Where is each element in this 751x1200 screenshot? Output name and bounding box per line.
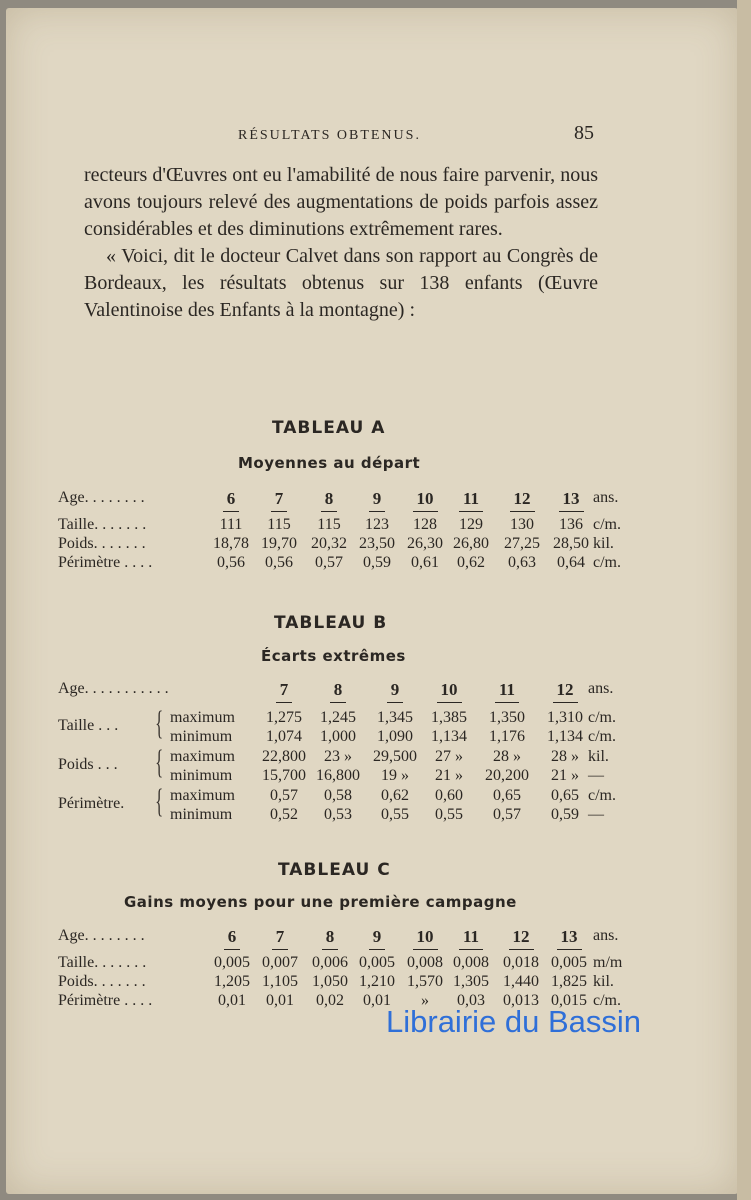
tableB-age-header bbox=[535, 680, 595, 703]
tableA-cell: 0,64 bbox=[557, 554, 585, 571]
table-b-title: TABLEAU B bbox=[274, 613, 388, 633]
tableA-age-value: 10 bbox=[413, 489, 438, 512]
tableB-row-kind: minimum bbox=[170, 806, 233, 823]
tableC-age-row bbox=[58, 927, 658, 947]
tableC-cell: 0,008 bbox=[453, 954, 489, 971]
tableC-row-label: Poids. . . . . . . bbox=[58, 973, 146, 990]
tableA-cell: 0,59 bbox=[363, 554, 391, 571]
tableC-cell: 0,013 bbox=[503, 992, 539, 1009]
tableB-group-name: Taille . . . bbox=[58, 717, 119, 734]
tableB-row-kind: minimum bbox=[170, 767, 233, 784]
tableA-age-value: 9 bbox=[369, 489, 386, 512]
tableC-age-header bbox=[252, 927, 308, 950]
tableC-age-header bbox=[541, 927, 597, 950]
tableB-row-kind: maximum bbox=[170, 748, 235, 765]
tableB-cell: 0,62 bbox=[381, 787, 409, 804]
tableA-cell: 130 bbox=[510, 516, 534, 533]
tableC-cell: 1,305 bbox=[453, 973, 489, 990]
tableB-group-name: Poids . . . bbox=[58, 756, 118, 773]
tableB-cell: 1,074 bbox=[266, 728, 302, 745]
brace-icon: { bbox=[155, 705, 164, 742]
tableB-row bbox=[58, 748, 658, 768]
tableA-row-unit: kil. bbox=[593, 535, 614, 552]
tableC-cell: 1,825 bbox=[551, 973, 587, 990]
paragraph-1: recteurs d'Œuvres ont eu l'amabilité de nous faire parvenir, nous avons toujours relevé des augmentations de poids parfois assez considérables et des diminutions extrêmement rares. bbox=[84, 164, 598, 240]
tableB-age-header bbox=[254, 680, 314, 703]
table-c-subtitle: Gains moyens pour une première campagne bbox=[124, 893, 517, 911]
tableA-age-value: 11 bbox=[459, 489, 483, 512]
tableC-cell: 0,005 bbox=[214, 954, 250, 971]
page-number: 85 bbox=[574, 122, 594, 144]
tableB-cell: 1,134 bbox=[547, 728, 583, 745]
tableA-cell: 20,32 bbox=[311, 535, 347, 552]
tableB-age-header bbox=[365, 680, 425, 703]
tableC-cell: 1,570 bbox=[407, 973, 443, 990]
tableA-cell: 0,62 bbox=[457, 554, 485, 571]
tableA-cell: 123 bbox=[365, 516, 389, 533]
tableA-cell: 18,78 bbox=[213, 535, 249, 552]
tableC-cell: 1,210 bbox=[359, 973, 395, 990]
tableC-cell: » bbox=[421, 992, 429, 1009]
tableA-age-value: 12 bbox=[510, 489, 535, 512]
tableA-cell: 136 bbox=[559, 516, 583, 533]
tableB-cell: 1,275 bbox=[266, 709, 302, 726]
tableC-cell: 1,105 bbox=[262, 973, 298, 990]
tableC-cell: 0,01 bbox=[218, 992, 246, 1009]
tableA-age-unit: ans. bbox=[593, 489, 619, 506]
tableA-cell: 23,50 bbox=[359, 535, 395, 552]
tableB-cell: 0,55 bbox=[381, 806, 409, 823]
tableB-cell: 1,350 bbox=[489, 709, 525, 726]
tableA-cell: 0,63 bbox=[508, 554, 536, 571]
tableB-row-unit: kil. bbox=[588, 748, 609, 765]
tableC-row-unit: c/m. bbox=[593, 992, 621, 1009]
tableC-cell: 0,02 bbox=[316, 992, 344, 1009]
tableB-cell: 0,53 bbox=[324, 806, 352, 823]
tableB-age-value: 11 bbox=[495, 680, 519, 703]
tableA-cell: 0,61 bbox=[411, 554, 439, 571]
tableA-row-unit: c/m. bbox=[593, 516, 621, 533]
tableC-age-header bbox=[443, 927, 499, 950]
tableA-cell: 0,57 bbox=[315, 554, 343, 571]
tableA-age-value: 8 bbox=[321, 489, 338, 512]
tableC-cell: 0,015 bbox=[551, 992, 587, 1009]
paragraph-2: « Voici, dit le docteur Calvet dans son rapport au Congrès de Bordeaux, les résultats obtenus sur 138 enfants (Œuvre Valentinoise des Enfants à la montagne) : bbox=[84, 245, 598, 321]
table-a-subtitle: Moyennes au départ bbox=[238, 454, 421, 472]
tableB-age-value: 8 bbox=[330, 680, 347, 703]
body-text bbox=[84, 162, 598, 324]
tableC-cell: 1,050 bbox=[312, 973, 348, 990]
tableC-cell: 0,018 bbox=[503, 954, 539, 971]
tableC-cell: 0,005 bbox=[551, 954, 587, 971]
tableB-cell: 1,090 bbox=[377, 728, 413, 745]
tableA-cell: 27,25 bbox=[504, 535, 540, 552]
tableB-cell: 0,65 bbox=[493, 787, 521, 804]
brace-icon: { bbox=[155, 783, 164, 820]
tableB-age-value: 7 bbox=[276, 680, 293, 703]
tableA-row bbox=[58, 535, 658, 555]
watermark-text: Librairie du Bassin bbox=[386, 1004, 642, 1039]
tableC-cell: 0,03 bbox=[457, 992, 485, 1009]
tableC-cell: 0,01 bbox=[363, 992, 391, 1009]
tableA-row-unit: c/m. bbox=[593, 554, 621, 571]
tableB-cell: 0,59 bbox=[551, 806, 579, 823]
tableA-age-value: 13 bbox=[559, 489, 584, 512]
tableB-cell: 28 » bbox=[551, 748, 579, 765]
tableC-age-value: 13 bbox=[557, 927, 582, 950]
tableB-cell: 29,500 bbox=[373, 748, 417, 765]
tableC-cell: 0,008 bbox=[407, 954, 443, 971]
tableC-cell: 0,006 bbox=[312, 954, 348, 971]
tableB-cell: 16,800 bbox=[316, 767, 360, 784]
tableC-cell: 0,01 bbox=[266, 992, 294, 1009]
tableC-age-value: 6 bbox=[224, 927, 241, 950]
tableB-age-header bbox=[419, 680, 479, 703]
tableB-cell: 1,134 bbox=[431, 728, 467, 745]
tableC-age-unit: ans. bbox=[593, 927, 619, 944]
tableB-row-unit: c/m. bbox=[588, 728, 616, 745]
tableB-age-value: 10 bbox=[437, 680, 462, 703]
tableB-cell: 0,55 bbox=[435, 806, 463, 823]
tableB-group-name: Périmètre. bbox=[58, 795, 125, 812]
tableA-cell: 129 bbox=[459, 516, 483, 533]
tableC-age-value: 12 bbox=[509, 927, 534, 950]
tableB-cell: 22,800 bbox=[262, 748, 306, 765]
tableA-age-row bbox=[58, 489, 658, 509]
tableA-cell: 26,80 bbox=[453, 535, 489, 552]
page-stack-edge bbox=[737, 0, 751, 1200]
tableB-cell: 15,700 bbox=[262, 767, 306, 784]
tableC-row-label: Périmètre . . . . bbox=[58, 992, 153, 1009]
tableA-age-label: Age. . . . . . . . bbox=[58, 489, 145, 506]
tableB-cell: 21 » bbox=[435, 767, 463, 784]
tableA-age-header bbox=[443, 489, 499, 512]
tableB-cell: 1,385 bbox=[431, 709, 467, 726]
tableA-row-label: Taille. . . . . . . bbox=[58, 516, 147, 533]
tableB-row-unit: c/m. bbox=[588, 787, 616, 804]
tableA-row bbox=[58, 516, 658, 536]
tableC-row-unit: kil. bbox=[593, 973, 614, 990]
tableB-age-header bbox=[477, 680, 537, 703]
tableA-cell: 111 bbox=[219, 516, 243, 533]
tableB-cell: 0,57 bbox=[270, 787, 298, 804]
tableA-cell: 115 bbox=[317, 516, 341, 533]
tableB-cell: 21 » bbox=[551, 767, 579, 784]
tableC-row-label: Taille. . . . . . . bbox=[58, 954, 147, 971]
tableB-cell: 1,345 bbox=[377, 709, 413, 726]
tableB-row-unit: — bbox=[588, 767, 604, 784]
tableB-cell: 0,57 bbox=[493, 806, 521, 823]
table-c-title: TABLEAU C bbox=[278, 860, 391, 880]
tableB-row bbox=[58, 806, 658, 826]
tableB-row-kind: maximum bbox=[170, 787, 235, 804]
tableA-age-value: 7 bbox=[271, 489, 288, 512]
tableA-row-label: Poids. . . . . . . bbox=[58, 535, 146, 552]
tableB-age-label: Age. . . . . . . . . . . bbox=[58, 680, 169, 697]
tableA-age-value: 6 bbox=[223, 489, 240, 512]
tableB-row-kind: maximum bbox=[170, 709, 235, 726]
tableB-cell: 1,310 bbox=[547, 709, 583, 726]
tableC-row bbox=[58, 973, 658, 993]
tableC-cell: 1,440 bbox=[503, 973, 539, 990]
tableB-row bbox=[58, 728, 658, 748]
tableB-age-header bbox=[308, 680, 368, 703]
tableB-row bbox=[58, 767, 658, 787]
tableB-cell: 28 » bbox=[493, 748, 521, 765]
tableB-cell: 0,60 bbox=[435, 787, 463, 804]
tableB-cell: 23 » bbox=[324, 748, 352, 765]
tableC-cell: 1,205 bbox=[214, 973, 250, 990]
tableB-cell: 0,65 bbox=[551, 787, 579, 804]
tableA-cell: 0,56 bbox=[217, 554, 245, 571]
tableB-cell: 0,58 bbox=[324, 787, 352, 804]
tableA-cell: 26,30 bbox=[407, 535, 443, 552]
tableB-age-value: 9 bbox=[387, 680, 404, 703]
tableB-row-kind: minimum bbox=[170, 728, 233, 745]
tableC-age-value: 8 bbox=[322, 927, 339, 950]
tableC-age-value: 10 bbox=[413, 927, 438, 950]
tableC-row bbox=[58, 954, 658, 974]
tableA-age-header bbox=[494, 489, 550, 512]
tableB-cell: 27 » bbox=[435, 748, 463, 765]
tableC-age-value: 11 bbox=[459, 927, 483, 950]
tableA-cell: 28,50 bbox=[553, 535, 589, 552]
tableB-cell: 1,245 bbox=[320, 709, 356, 726]
tableA-row-label: Périmètre . . . . bbox=[58, 554, 153, 571]
tableB-cell: 20,200 bbox=[485, 767, 529, 784]
tableB-row bbox=[58, 787, 658, 807]
tableA-cell: 115 bbox=[267, 516, 291, 533]
tableA-age-header bbox=[543, 489, 599, 512]
tableC-age-value: 9 bbox=[369, 927, 386, 950]
tableC-cell: 0,007 bbox=[262, 954, 298, 971]
tableA-age-header bbox=[251, 489, 307, 512]
tableC-age-label: Age. . . . . . . . bbox=[58, 927, 145, 944]
table-a-title: TABLEAU A bbox=[272, 418, 386, 438]
tableB-cell: 1,000 bbox=[320, 728, 356, 745]
tableB-row bbox=[58, 709, 658, 729]
running-title: RÉSULTATS OBTENUS. bbox=[238, 128, 421, 143]
tableB-age-row bbox=[58, 680, 658, 700]
tableB-cell: 19 » bbox=[381, 767, 409, 784]
tableB-row-unit: c/m. bbox=[588, 709, 616, 726]
table-b-subtitle: Écarts extrêmes bbox=[261, 647, 406, 665]
tableB-cell: 0,52 bbox=[270, 806, 298, 823]
tableB-age-value: 12 bbox=[553, 680, 578, 703]
tableC-cell: 0,005 bbox=[359, 954, 395, 971]
tableA-cell: 128 bbox=[413, 516, 437, 533]
tableA-row bbox=[58, 554, 658, 574]
tableB-row-unit: — bbox=[588, 806, 604, 823]
brace-icon: { bbox=[155, 744, 164, 781]
page-header bbox=[0, 122, 751, 146]
tableC-row-unit: m/m bbox=[593, 954, 623, 971]
tableA-cell: 19,70 bbox=[261, 535, 297, 552]
tableB-age-unit: ans. bbox=[588, 680, 614, 697]
tableA-cell: 0,56 bbox=[265, 554, 293, 571]
tableC-age-value: 7 bbox=[272, 927, 289, 950]
tableB-cell: 1,176 bbox=[489, 728, 525, 745]
